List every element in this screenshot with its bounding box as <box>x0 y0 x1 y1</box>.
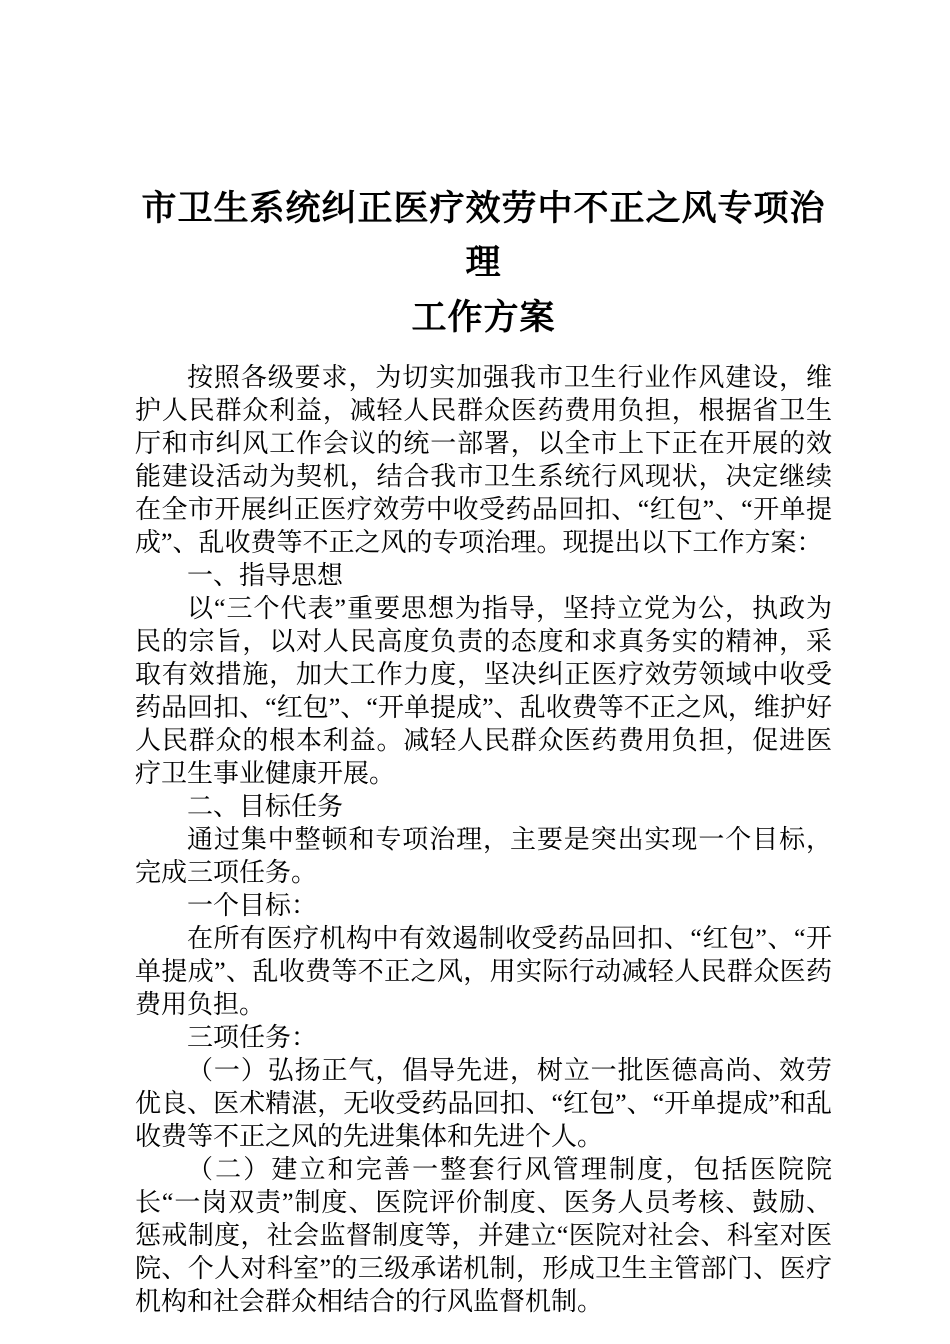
paragraph: 一个目标： <box>187 891 318 920</box>
document-body <box>135 361 832 1318</box>
document-title <box>135 182 832 345</box>
paragraph: 通过集中整顿和专项治理，主要是突出实现一个目标，完成三项任务。 <box>135 824 832 887</box>
document-title-line1: 市卫生系统纠正医疗效劳中不正之风专项治理 <box>141 189 826 283</box>
paragraph: 一、指导思想 <box>187 560 344 590</box>
paragraph: 以“三个代表”重要思想为指导，坚持立党为公，执政为民的宗旨，以对人民高度负责的态度和求真务实的精神，采取有效措施，加大工作力度，坚决纠正医疗效劳领域中收受药品回扣、“红包”、“开单提成”、乱收费等不正之风，维护好人民群众的根本利益。减轻人民群众医药费用负担，促进医疗卫生事业健康开展。 <box>135 593 832 788</box>
paragraph: （二）建立和完善一整套行风管理制度，包括医院院长“一岗双责”制度、医院评价制度、医务人员考核、鼓励、惩戒制度，社会监督制度等，并建立“医院对社会、科室对医院、个人对科室”的三级承诺机制，形成卫生主管部门、医疗机构和社会群众相结合的行风监督机制。 <box>135 1155 832 1317</box>
paragraph: 在所有医疗机构中有效遏制收受药品回扣、“红包”、“开单提成”、乱收费等不正之风，用实际行动减轻人民群众医药费用负担。 <box>135 924 832 1020</box>
paragraph: （一）弘扬正气，倡导先进，树立一批医德高尚、效劳优良、医术精湛，无收受药品回扣、“红包”、“开单提成”和乱收费等不正之风的先进集体和先进个人。 <box>135 1056 832 1152</box>
paragraph: 按照各级要求，为切实加强我市卫生行业作风建设，维护人民群众利益，减轻人民群众医药费用负担，根据省卫生厅和市纠风工作会议的统一部署，以全市上下正在开展的效能建设活动为契机，结合我市卫生系统行风现状，决定继续在全市开展纠正医疗效劳中收受药品回扣、“红包”、“开单提成”、乱收费等不正之风的专项治理。现提出以下工作方案： <box>135 362 832 557</box>
paragraph: 三项任务： <box>187 1023 318 1053</box>
document-title-line2: 工作方案 <box>411 297 556 337</box>
paragraph: 二、目标任务 <box>187 791 344 821</box>
